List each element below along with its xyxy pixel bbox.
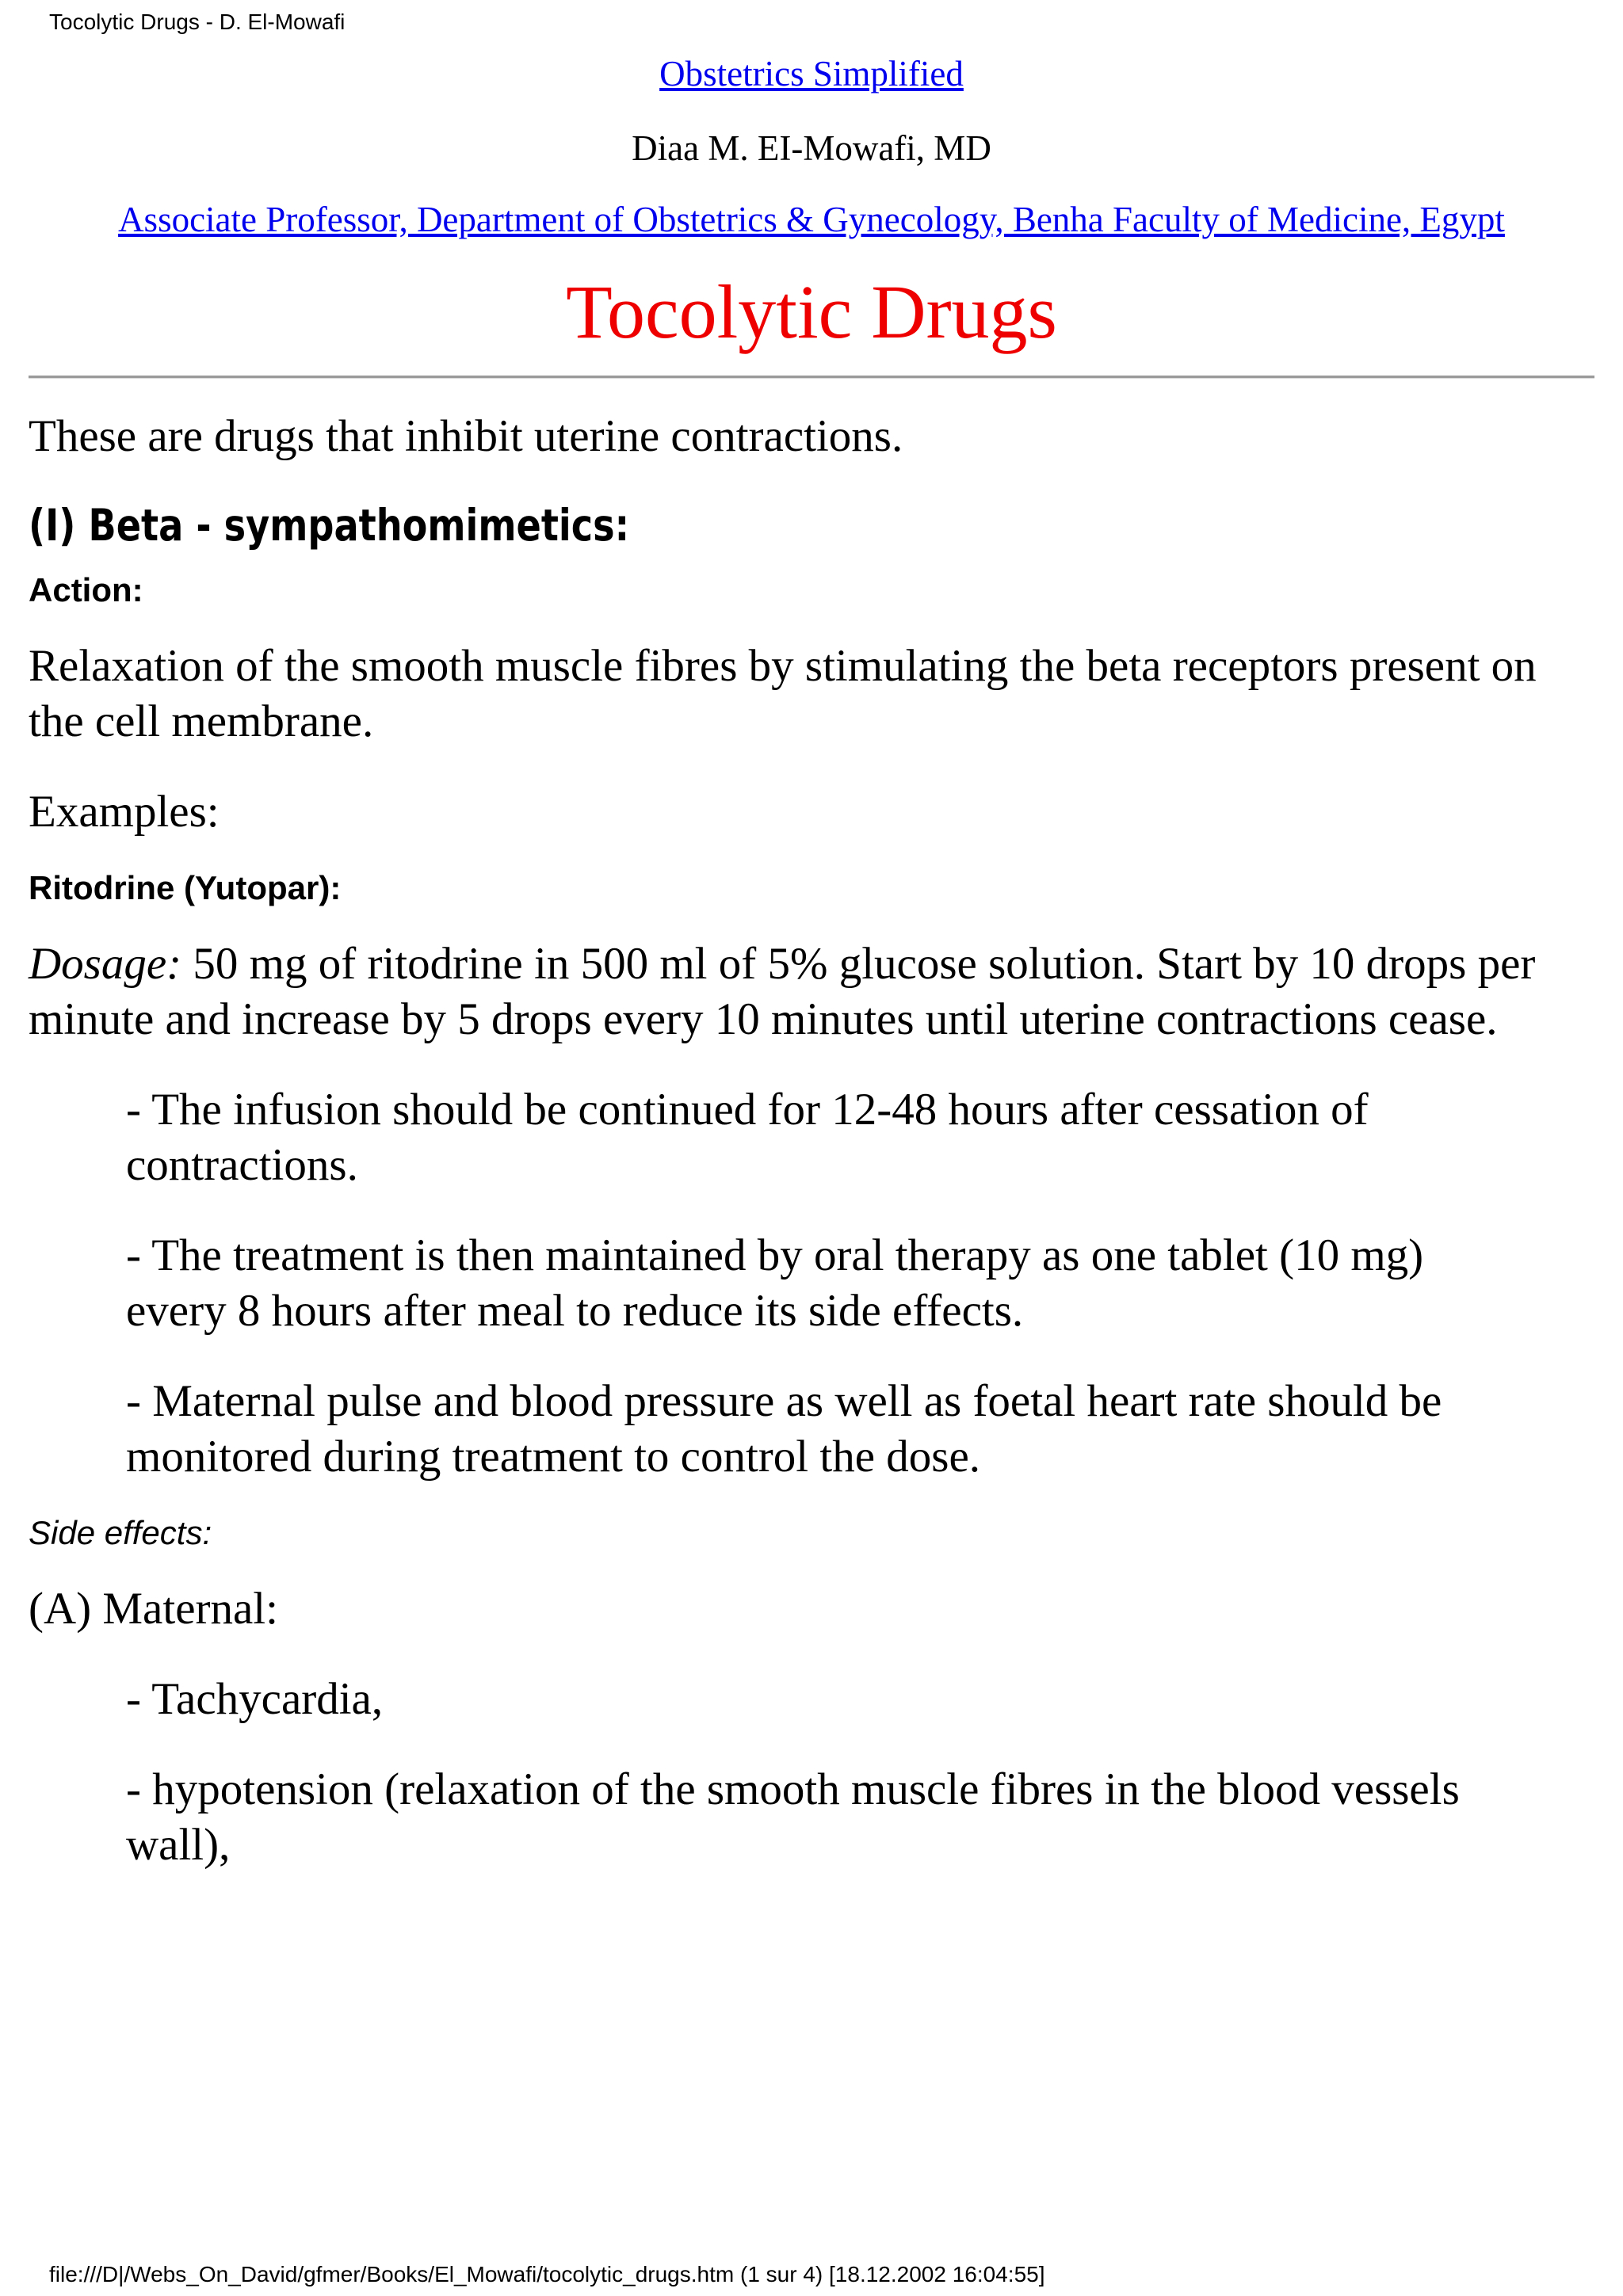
drug-heading-ritodrine: Ritodrine (Yutopar): (29, 869, 342, 906)
maternal-point: - Tachycardia, (126, 1674, 384, 1724)
maternal-heading: (A) Maternal: (29, 1584, 278, 1634)
section-heading-beta: (I) Beta - sympathomimetics: (29, 500, 630, 551)
print-header: Tocolytic Drugs - D. El-Mowafi (49, 10, 346, 34)
action-text: Relaxation of the smooth muscle fibres by stimulating the beta receptors present on the cell membrane. (29, 641, 1537, 746)
page-content (29, 52, 1594, 1908)
dosage-point: - Maternal pulse and blood pressure as well as foetal heart rate should be monitored during treatment to control the dose. (126, 1376, 1442, 1482)
dosage-label: Dosage: (29, 939, 182, 989)
action-heading: Action: (29, 571, 143, 608)
print-footer: file:///D|/Webs_On_David/gfmer/Books/El_Mowafi/tocolytic_drugs.htm (1 sur 4) [18.12.2002 16:04:55] (49, 2262, 1045, 2286)
dosage-paragraph (29, 936, 1594, 1047)
intro-text: These are drugs that inhibit uterine contractions. (29, 411, 903, 461)
affiliation-link[interactable]: Associate Professor, Department of Obstetrics & Gynecology, Benha Faculty of Medicine, Egypt (118, 200, 1505, 239)
examples-label: Examples: (29, 787, 220, 837)
book-title-paragraph (29, 52, 1594, 95)
dosage-text: 50 mg of ritodrine in 500 ml of 5% glucose solution. Start by 10 drops per minute and increase by 5 drops every 10 minutes until uterine contractions cease. (29, 939, 1536, 1044)
author-name: Diaa M. EI-Mowafi, MD (632, 128, 991, 168)
maternal-point: - hypotension (relaxation of the smooth muscle fibres in the blood vessels wall), (126, 1764, 1460, 1870)
book-title-link[interactable]: Obstetrics Simplified (659, 54, 964, 93)
page-title: Tocolytic Drugs (566, 269, 1057, 354)
title-divider (29, 376, 1594, 379)
dosage-point: - The infusion should be continued for 12-48 hours after cessation of contractions. (126, 1085, 1369, 1190)
side-effects-heading: Side effects: (29, 1514, 212, 1551)
dosage-point: - The treatment is then maintained by oral therapy as one tablet (10 mg) every 8 hours after meal to reduce its side effects. (126, 1230, 1424, 1336)
affiliation-paragraph (29, 198, 1594, 241)
